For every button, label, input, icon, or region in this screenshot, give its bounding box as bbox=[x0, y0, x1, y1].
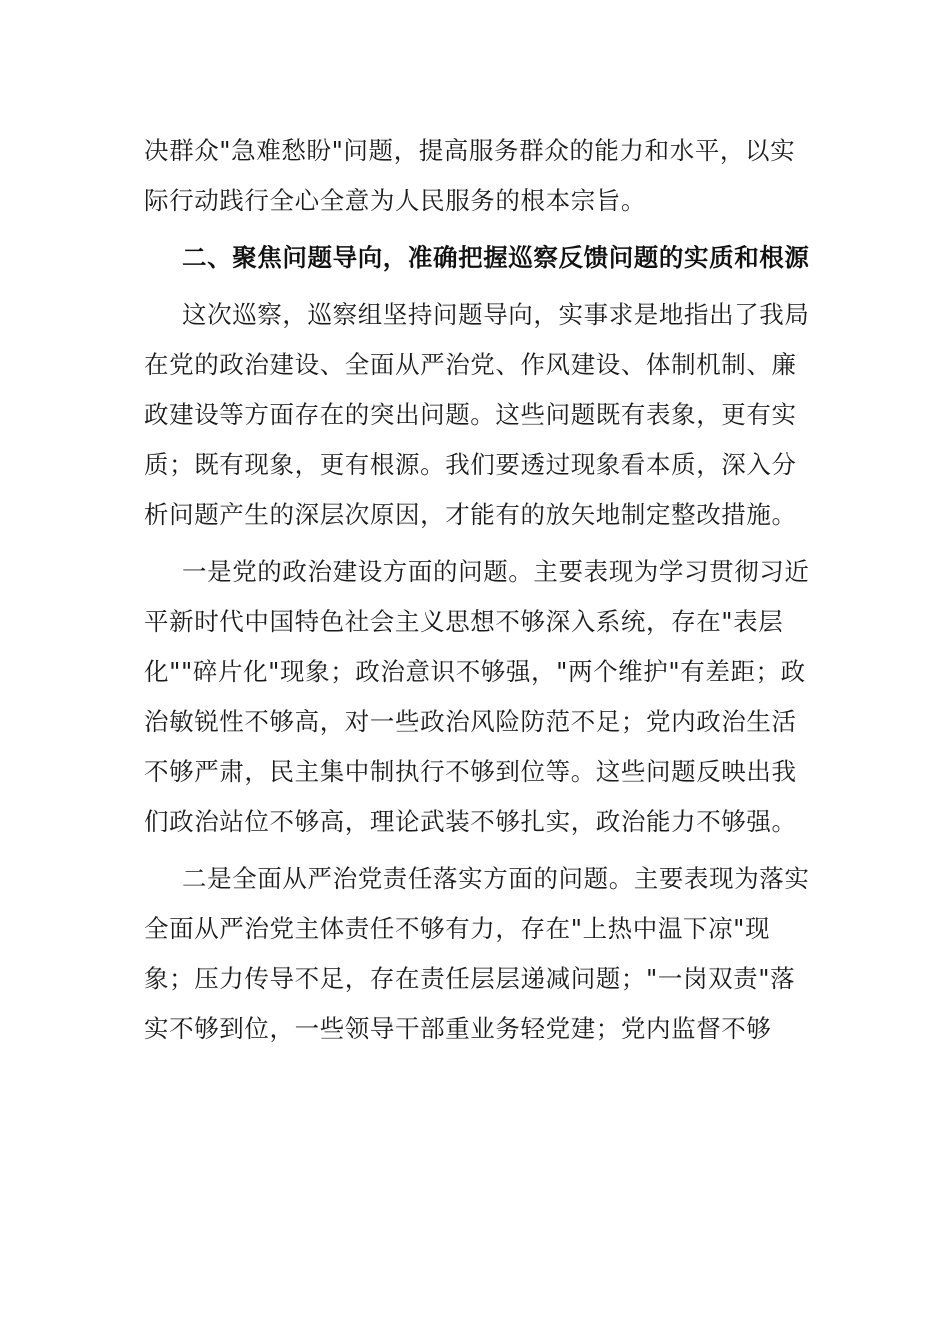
section-heading: 二、聚焦问题导向，准确把握巡察反馈问题的实质和根源 bbox=[182, 243, 810, 272]
body-paragraph-party-governance: 二是全面从严治党责任落实方面的问题。主要表现为落实全面从严治党主体责任不够有力，存在"上热中温下凉"现象；压力传导不足，存在责任层层递减问题；"一岗双责"落实不够到位，一些领导干部重业务轻党建；党内监督不够 bbox=[144, 864, 810, 1043]
body-paragraph-intro: 这次巡察，巡察组坚持问题导向，实事求是地指出了我局在党的政治建设、全面从严治党、作风建设、体制机制、廉政建设等方面存在的突出问题。这些问题既有表象，更有实质；既有现象，更有根源。我们要透过现象看本质，深入分析问题产生的深层次原因，才能有的放矢地制定整改措施。 bbox=[144, 300, 810, 529]
continuation-paragraph: 决群众"急难愁盼"问题，提高服务群众的能力和水平，以实际行动践行全心全意为人民服务的根本宗旨。 bbox=[144, 136, 796, 215]
document-body bbox=[144, 126, 810, 1054]
body-paragraph-political-building: 一是党的政治建设方面的问题。主要表现为学习贯彻习近平新时代中国特色社会主义思想不够深入系统，存在"表层化""碎片化"现象；政治意识不够强，"两个维护"有差距；政治敏锐性不够高，对一些政治风险防范不足；党内政治生活不够严肃，民主集中制执行不够到位等。这些问题反映出我们政治站位不够高，理论武装不够扎实，政治能力不够强。 bbox=[144, 557, 810, 836]
